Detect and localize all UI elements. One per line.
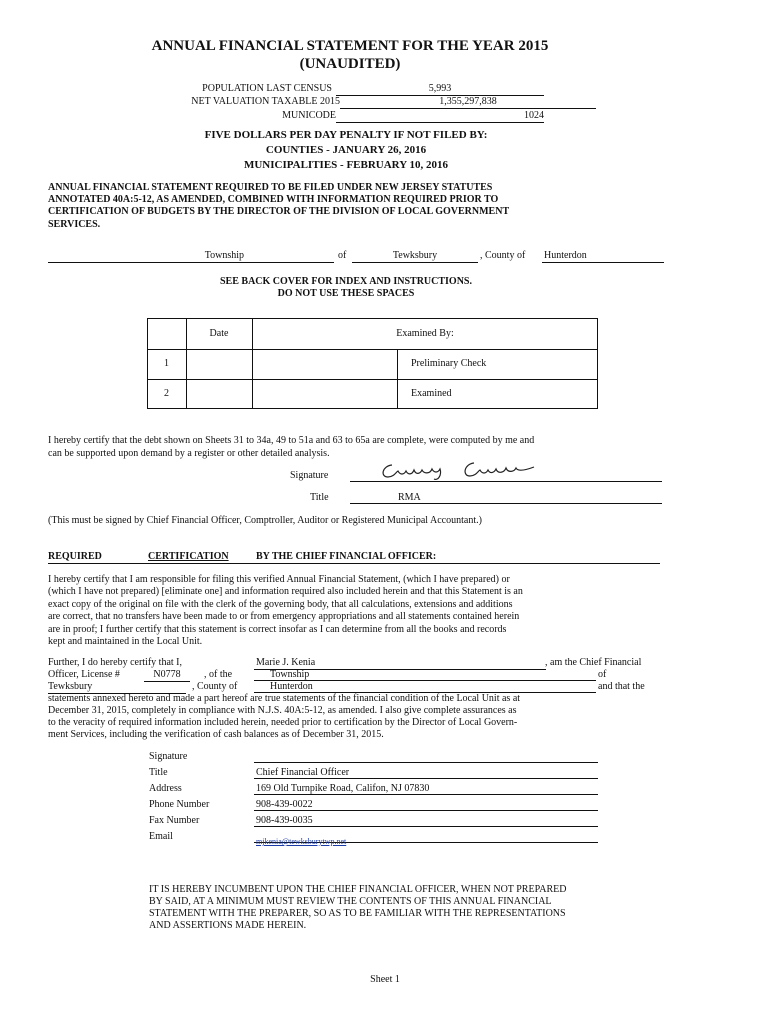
statute-line-2: ANNOTATED 40A:5-12, AS AMENDED, COMBINED WITH INFORMATION REQUIRED PRIOR TO — [48, 194, 499, 205]
page-subtitle: (UNAUDITED) — [299, 56, 401, 72]
email-link[interactable]: mjkenia@tewksburytwp.net — [256, 837, 347, 846]
municipality-of-label: of — [338, 250, 347, 261]
cfo-para-line-4: are correct, that no transfers have been made to or from emergency appropriations and all statements contained herein — [48, 611, 520, 622]
net-valuation-value: 1,355,297,838 — [340, 96, 596, 109]
officer-license-label: Officer, License # — [48, 669, 120, 680]
statute-line-4: SERVICES. — [48, 219, 101, 230]
cfo-para-line-3: exact copy of the original on file with the clerk of the governing body, that all calculations, extensions and additions — [48, 599, 513, 610]
debt-signature-label: Signature — [290, 470, 329, 481]
municipality-type — [48, 250, 334, 263]
contact-address-label: Address — [149, 783, 182, 794]
penalty-heading: FIVE DOLLARS PER DAY PENALTY IF NOT FILED BY: — [204, 129, 488, 141]
do-not-use-notice: DO NOT USE THESE SPACES — [277, 288, 415, 299]
population-label: POPULATION LAST CENSUS — [202, 83, 332, 94]
debt-title-value: RMA — [350, 492, 662, 504]
debt-title-label: Title — [310, 492, 329, 503]
contact-signature-label: Signature — [149, 751, 188, 762]
handwritten-signature — [378, 457, 548, 483]
county-of-label: , County of — [192, 681, 238, 692]
table-divider — [147, 349, 598, 350]
table-header-examined-by: Examined By: — [396, 328, 454, 339]
page-title: ANNUAL FINANCIAL STATEMENT FOR THE YEAR 2015 — [151, 38, 549, 54]
statute-line-1: ANNUAL FINANCIAL STATEMENT REQUIRED TO BE FILED UNDER NEW JERSEY STATUTES — [48, 182, 493, 193]
signing-note: (This must be signed by Chief Financial Officer, Comptroller, Auditor or Registered Municipal Accountant.) — [48, 515, 482, 526]
contact-phone-label: Phone Number — [149, 799, 210, 810]
contact-email-label: Email — [149, 831, 173, 842]
incumbent-line-4: AND ASSERTIONS MADE HEREIN. — [149, 920, 307, 931]
table-row-number: 1 — [164, 358, 169, 369]
county-value: Hunterdon — [254, 681, 596, 693]
and-that-the-label: and that the — [598, 681, 645, 692]
cfo-para-line-6: kept and maintained in the Local Unit. — [48, 636, 203, 647]
penalty-municipalities: MUNICIPALITIES - FEBRUARY 10, 2016 — [243, 159, 449, 171]
further-line-7: ment Services, including the verification of cash balances as of December 31, 2015. — [48, 729, 384, 740]
cfo-para-line-2: (which I have not prepared) [eliminate one] and information required also included herein and that this Statement is an — [48, 586, 523, 597]
contact-phone-value: 908-439-0022 — [254, 799, 598, 811]
incumbent-line-3: STATEMENT WITH THE PREPARER, SO AS TO BE FAMILIAR WITH THE REPRESENTATIONS — [149, 908, 566, 919]
penalty-counties: COUNTIES - JANUARY 26, 2016 — [265, 144, 427, 156]
back-cover-notice: SEE BACK COVER FOR INDEX AND INSTRUCTIONS. — [220, 276, 472, 287]
county-label: , County of — [480, 250, 526, 261]
further-intro: Further, I do hereby certify that I, — [48, 657, 182, 668]
of-label: of — [598, 669, 607, 680]
unit-type: Township — [254, 669, 596, 681]
cfo-name: Marie J. Kenia — [254, 657, 546, 670]
table-row-number: 2 — [164, 388, 169, 399]
incumbent-line-2: BY SAID, AT A MINIMUM MUST REVIEW THE CONTENTS OF THIS ANNUAL FINANCIAL — [149, 896, 552, 907]
table-divider — [147, 379, 598, 380]
municode-label: MUNICODE — [282, 110, 336, 121]
certification-label: CERTIFICATION — [148, 551, 229, 562]
contact-fax-label: Fax Number — [149, 815, 200, 826]
table-header-date: Date — [209, 328, 229, 339]
table-row-label: Examined — [411, 388, 452, 399]
unit-name: Tewksbury — [48, 681, 186, 694]
county-name: Hunterdon — [542, 250, 664, 263]
am-cfo-label: , am the Chief Financial — [545, 657, 642, 668]
further-line-6: to the veracity of required information included herein, needed prior to certification by the Director of Local Govern- — [48, 717, 518, 728]
cfo-para-line-5: are in proof; I further certify that this statement is correct insofar as I can determine from all the books and records — [48, 624, 507, 635]
contact-address-value: 169 Old Turnpike Road, Califon, NJ 07830 — [254, 783, 598, 795]
contact-title-value: Chief Financial Officer — [254, 767, 598, 779]
net-valuation-label: NET VALUATION TAXABLE 2015 — [191, 96, 340, 107]
required-label: REQUIRED — [48, 551, 102, 562]
of-the-label: , of the — [204, 669, 233, 680]
population-value: 5,993 — [336, 83, 544, 96]
table-row-label: Preliminary Check — [411, 358, 487, 369]
further-line-4: statements annexed hereto and made a part hereof are true statements of the financial condition of the Local Unit as at — [48, 693, 521, 704]
contact-signature-line — [254, 762, 598, 763]
debt-cert-line-1: I hereby certify that the debt shown on Sheets 31 to 34a, 49 to 51a and 63 to 65a are complete, were computed by me and — [48, 435, 535, 446]
license-number: N0778 — [144, 669, 190, 682]
section-rule — [48, 563, 660, 564]
sheet-number: Sheet 1 — [370, 974, 400, 985]
statute-line-3: CERTIFICATION OF BUDGETS BY THE DIRECTOR OF THE DIVISION OF LOCAL GOVERNMENT — [48, 206, 510, 217]
municipality-type-text: Township — [204, 250, 244, 261]
cfo-para-line-1: I hereby certify that I am responsible for filing this verified Annual Financial Statement, (which I have prepared) or — [48, 574, 510, 585]
municode-value: 1024 — [336, 110, 544, 123]
by-cfo-label: BY THE CHIEF FINANCIAL OFFICER: — [256, 551, 437, 562]
contact-title-label: Title — [149, 767, 168, 778]
debt-cert-line-2: can be supported upon demand by a register or other detailed analysis. — [48, 448, 330, 459]
contact-email-field — [254, 831, 598, 846]
municipality-name: Tewksbury — [352, 250, 478, 263]
incumbent-line-1: IT IS HEREBY INCUMBENT UPON THE CHIEF FINANCIAL OFFICER, WHEN NOT PREPARED — [149, 884, 567, 895]
further-line-5: December 31, 2015, completely in compliance with N.J.S. 40A:5-12, as amended. I also give complete assurances as — [48, 705, 517, 716]
contact-fax-value: 908-439-0035 — [254, 815, 598, 827]
